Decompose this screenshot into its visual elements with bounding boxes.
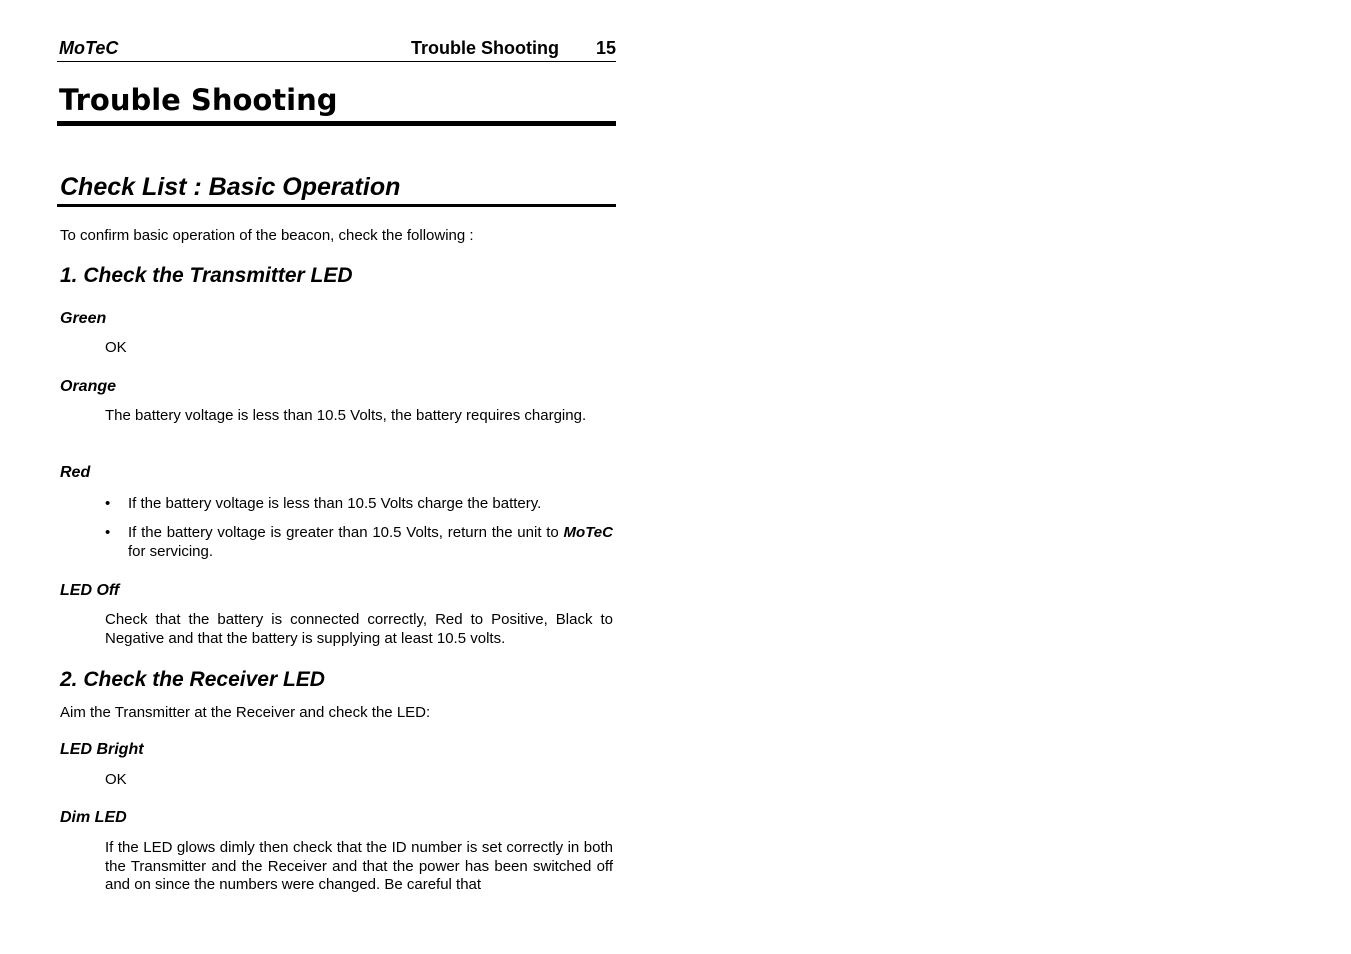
desc-led-off: Check that the battery is connected correctly, Red to Positive, Black to Negative and that the battery is supplying at least 10.5 volts. [105,611,613,647]
term-led-bright: LED Bright [60,741,144,758]
bullet-text-part: for servicing. [128,542,214,560]
term-red: Red [60,464,91,481]
bullet-icon: • [105,524,111,541]
bullet-text-part: If the battery voltage is greater than 10.5 Volts, return the unit to [128,524,564,541]
section-title-text: Check List : Basic Operation [60,173,401,201]
receiver-intro: Aim the Transmitter at the Receiver and check the LED: [60,704,431,721]
desc-green: OK [105,339,127,356]
intro-text: To confirm basic operation of the beacon, check the following : [60,227,474,244]
bullet-text [128,524,613,561]
chapter-title [57,82,616,126]
desc-led-bright: OK [105,771,127,788]
bullet-icon: • [105,495,111,512]
term-green: Green [60,310,107,327]
term-dim-led: Dim LED [60,809,127,826]
header-brand: MoTeC [59,38,119,58]
transmitter-heading: 1. Check the Transmitter LED [60,264,353,287]
red-bullet-item-2 [105,524,613,561]
receiver-heading: 2. Check the Receiver LED [60,668,325,691]
term-led-off: LED Off [60,582,120,599]
desc-orange: The battery voltage is less than 10.5 Volts, the battery requires charging. [105,407,587,424]
red-bullet-item-1 [105,495,613,514]
running-header [57,36,616,62]
header-section-title: Trouble Shooting [411,38,559,58]
page-number: 15 [595,38,616,58]
chapter-title-text: Trouble Shooting [59,83,338,117]
section-title [57,170,616,207]
inline-brand: MoTeC [563,524,613,541]
bullet-text: If the battery voltage is less than 10.5 Volts charge the battery. [128,495,542,512]
term-orange: Orange [60,378,117,395]
desc-dim-led: If the LED glows dimly then check that the ID number is set correctly in both the Transmitter and the Receiver and that the power has been switched off and on since the numbers were changed. Be careful that [105,839,613,893]
